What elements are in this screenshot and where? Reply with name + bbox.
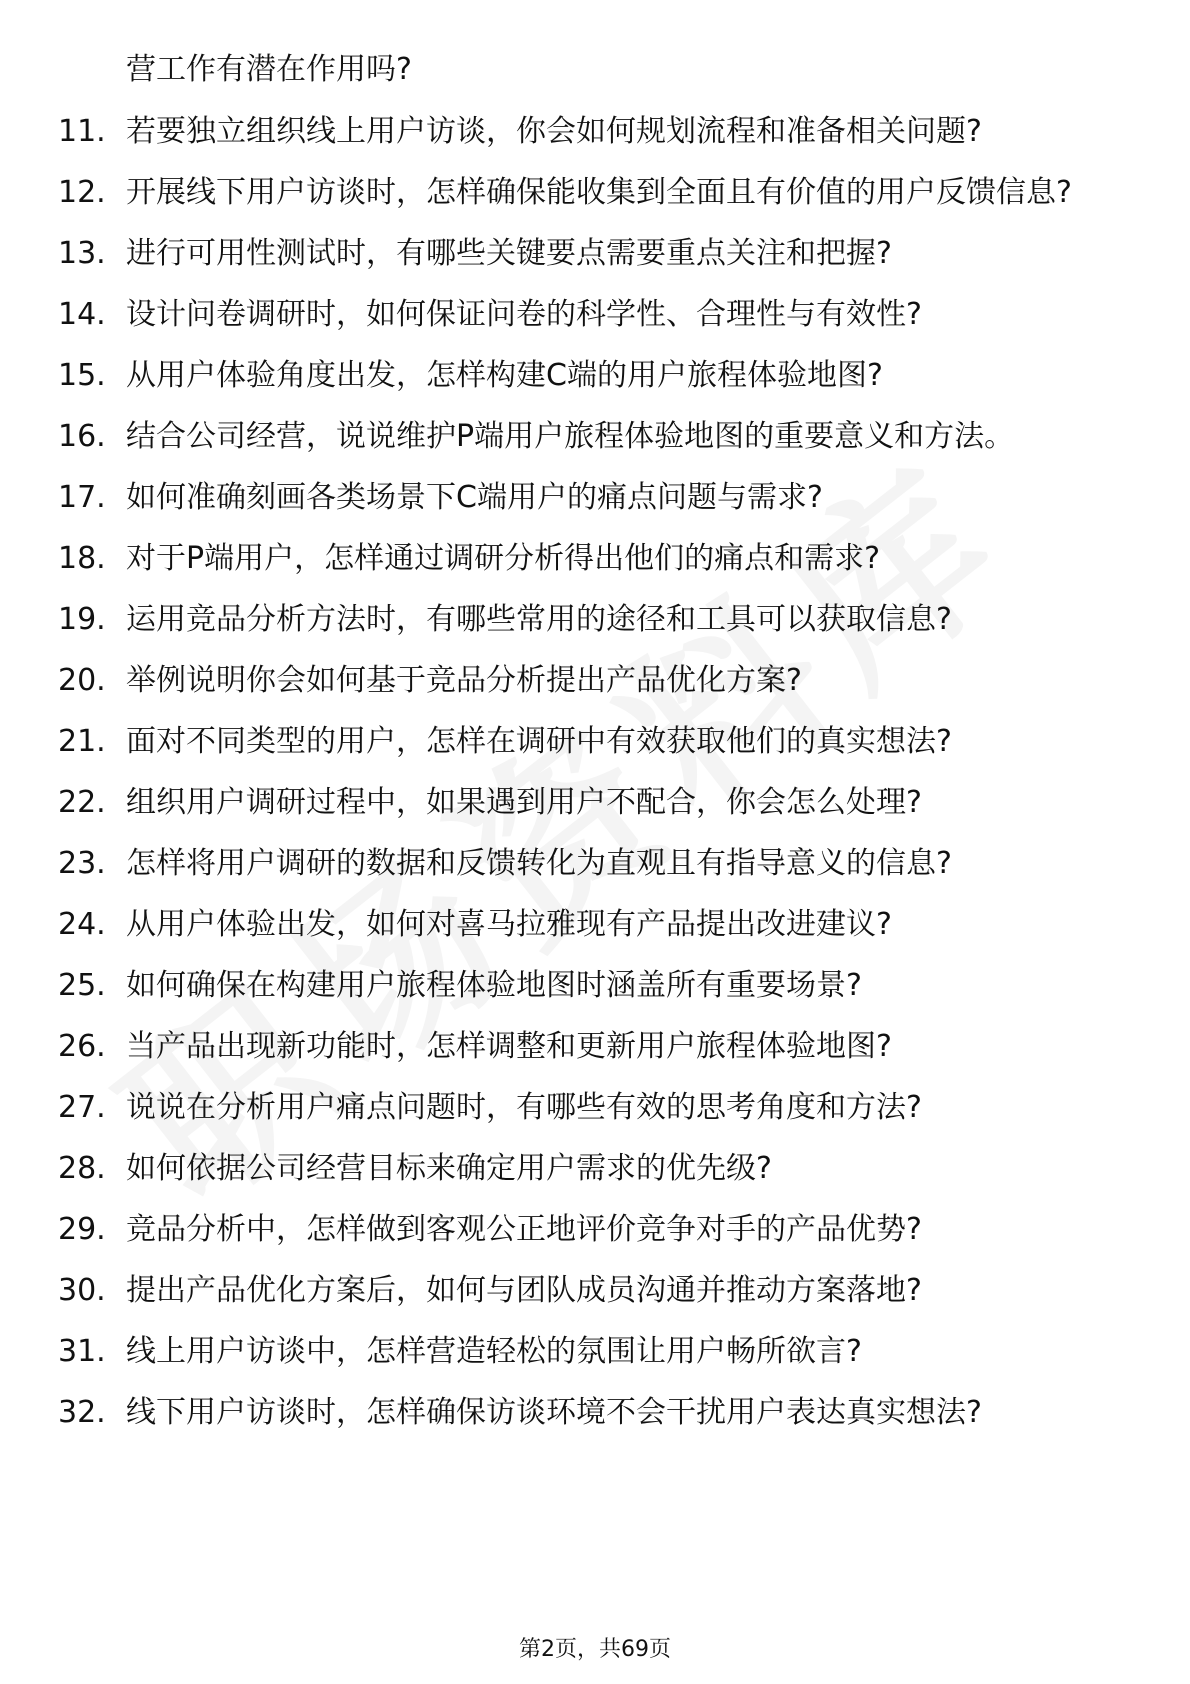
question-text: 开展线下用户访谈时，怎样确保能收集到全面且有价值的用户反馈信息? (126, 175, 1072, 210)
question-number: 26. (58, 1029, 106, 1064)
question-number: 24. (58, 907, 106, 942)
question-number: 30. (58, 1273, 106, 1308)
question-item (58, 418, 1118, 456)
question-text: 设计问卷调研时，如何保证问卷的科学性、合理性与有效性? (126, 297, 922, 332)
question-item (58, 1028, 1118, 1066)
question-number: 19. (58, 602, 106, 637)
question-number: 29. (58, 1212, 106, 1247)
question-text: 如何准确刻画各类场景下C端用户的痛点问题与需求? (126, 480, 823, 515)
page-footer: 第2页，共69页 (519, 1637, 671, 1662)
question-number: 13. (58, 236, 106, 271)
question-text: 如何确保在构建用户旅程体验地图时涵盖所有重要场景? (126, 968, 862, 1003)
question-text: 当产品出现新功能时，怎样调整和更新用户旅程体验地图? (126, 1029, 892, 1064)
question-list (58, 113, 1118, 1455)
question-text: 面对不同类型的用户，怎样在调研中有效获取他们的真实想法? (126, 724, 952, 759)
question-text: 说说在分析用户痛点问题时，有哪些有效的思考角度和方法? (126, 1090, 922, 1125)
question-text: 组织用户调研过程中，如果遇到用户不配合，你会怎么处理? (126, 785, 922, 820)
question-item (58, 601, 1118, 639)
question-text: 进行可用性测试时，有哪些关键要点需要重点关注和把握? (126, 236, 892, 271)
question-item (58, 845, 1118, 883)
question-text: 怎样将用户调研的数据和反馈转化为直观且有指导意义的信息? (126, 846, 952, 881)
question-text: 从用户体验出发，如何对喜马拉雅现有产品提出改进建议? (126, 907, 892, 942)
question-text: 如何依据公司经营目标来确定用户需求的优先级? (126, 1151, 772, 1186)
question-item (58, 1089, 1118, 1127)
question-item (58, 1394, 1118, 1432)
question-number: 23. (58, 846, 106, 881)
question-item (58, 906, 1118, 944)
question-item (58, 479, 1118, 517)
question-item (58, 1150, 1118, 1188)
question-number: 28. (58, 1151, 106, 1186)
question-item (58, 1333, 1118, 1371)
question-number: 25. (58, 968, 106, 1003)
question-item (58, 296, 1118, 334)
question-text: 若要独立组织线上用户访谈，你会如何规划流程和准备相关问题? (126, 114, 982, 149)
question-item (58, 174, 1118, 212)
question-text: 线下用户访谈时，怎样确保访谈环境不会干扰用户表达真实想法? (126, 1395, 982, 1430)
question-item (58, 1211, 1118, 1249)
question-number: 11. (58, 114, 106, 149)
question-item (58, 723, 1118, 761)
question-number: 16. (58, 419, 106, 454)
question-number: 15. (58, 358, 106, 393)
question-item (58, 662, 1118, 700)
question-number: 22. (58, 785, 106, 820)
question-number: 21. (58, 724, 106, 759)
question-text: 从用户体验角度出发，怎样构建C端的用户旅程体验地图? (126, 358, 883, 393)
question-text: 线上用户访谈中，怎样营造轻松的氛围让用户畅所欲言? (126, 1334, 862, 1369)
question-item (58, 967, 1118, 1005)
question-item (58, 784, 1118, 822)
question-text: 竞品分析中，怎样做到客观公正地评价竞争对手的产品优势? (126, 1212, 922, 1247)
continuation-text: 营工作有潜在作用吗? (126, 52, 412, 87)
question-text: 对于P端用户，怎样通过调研分析得出他们的痛点和需求? (126, 541, 881, 576)
question-number: 32. (58, 1395, 106, 1430)
question-number: 20. (58, 663, 106, 698)
question-item (58, 113, 1118, 151)
question-item (58, 357, 1118, 395)
question-text: 提出产品优化方案后，如何与团队成员沟通并推动方案落地? (126, 1273, 922, 1308)
question-number: 27. (58, 1090, 106, 1125)
question-text: 运用竞品分析方法时，有哪些常用的途径和工具可以获取信息? (126, 602, 952, 637)
question-text: 举例说明你会如何基于竞品分析提出产品优化方案? (126, 663, 802, 698)
question-item (58, 235, 1118, 273)
question-number: 31. (58, 1334, 106, 1369)
question-number: 17. (58, 480, 106, 515)
question-text: 结合公司经营，说说维护P端用户旅程体验地图的重要意义和方法。 (126, 419, 1015, 454)
question-number: 18. (58, 541, 106, 576)
question-item (58, 1272, 1118, 1310)
question-item (58, 540, 1118, 578)
question-number: 14. (58, 297, 106, 332)
question-number: 12. (58, 175, 106, 210)
